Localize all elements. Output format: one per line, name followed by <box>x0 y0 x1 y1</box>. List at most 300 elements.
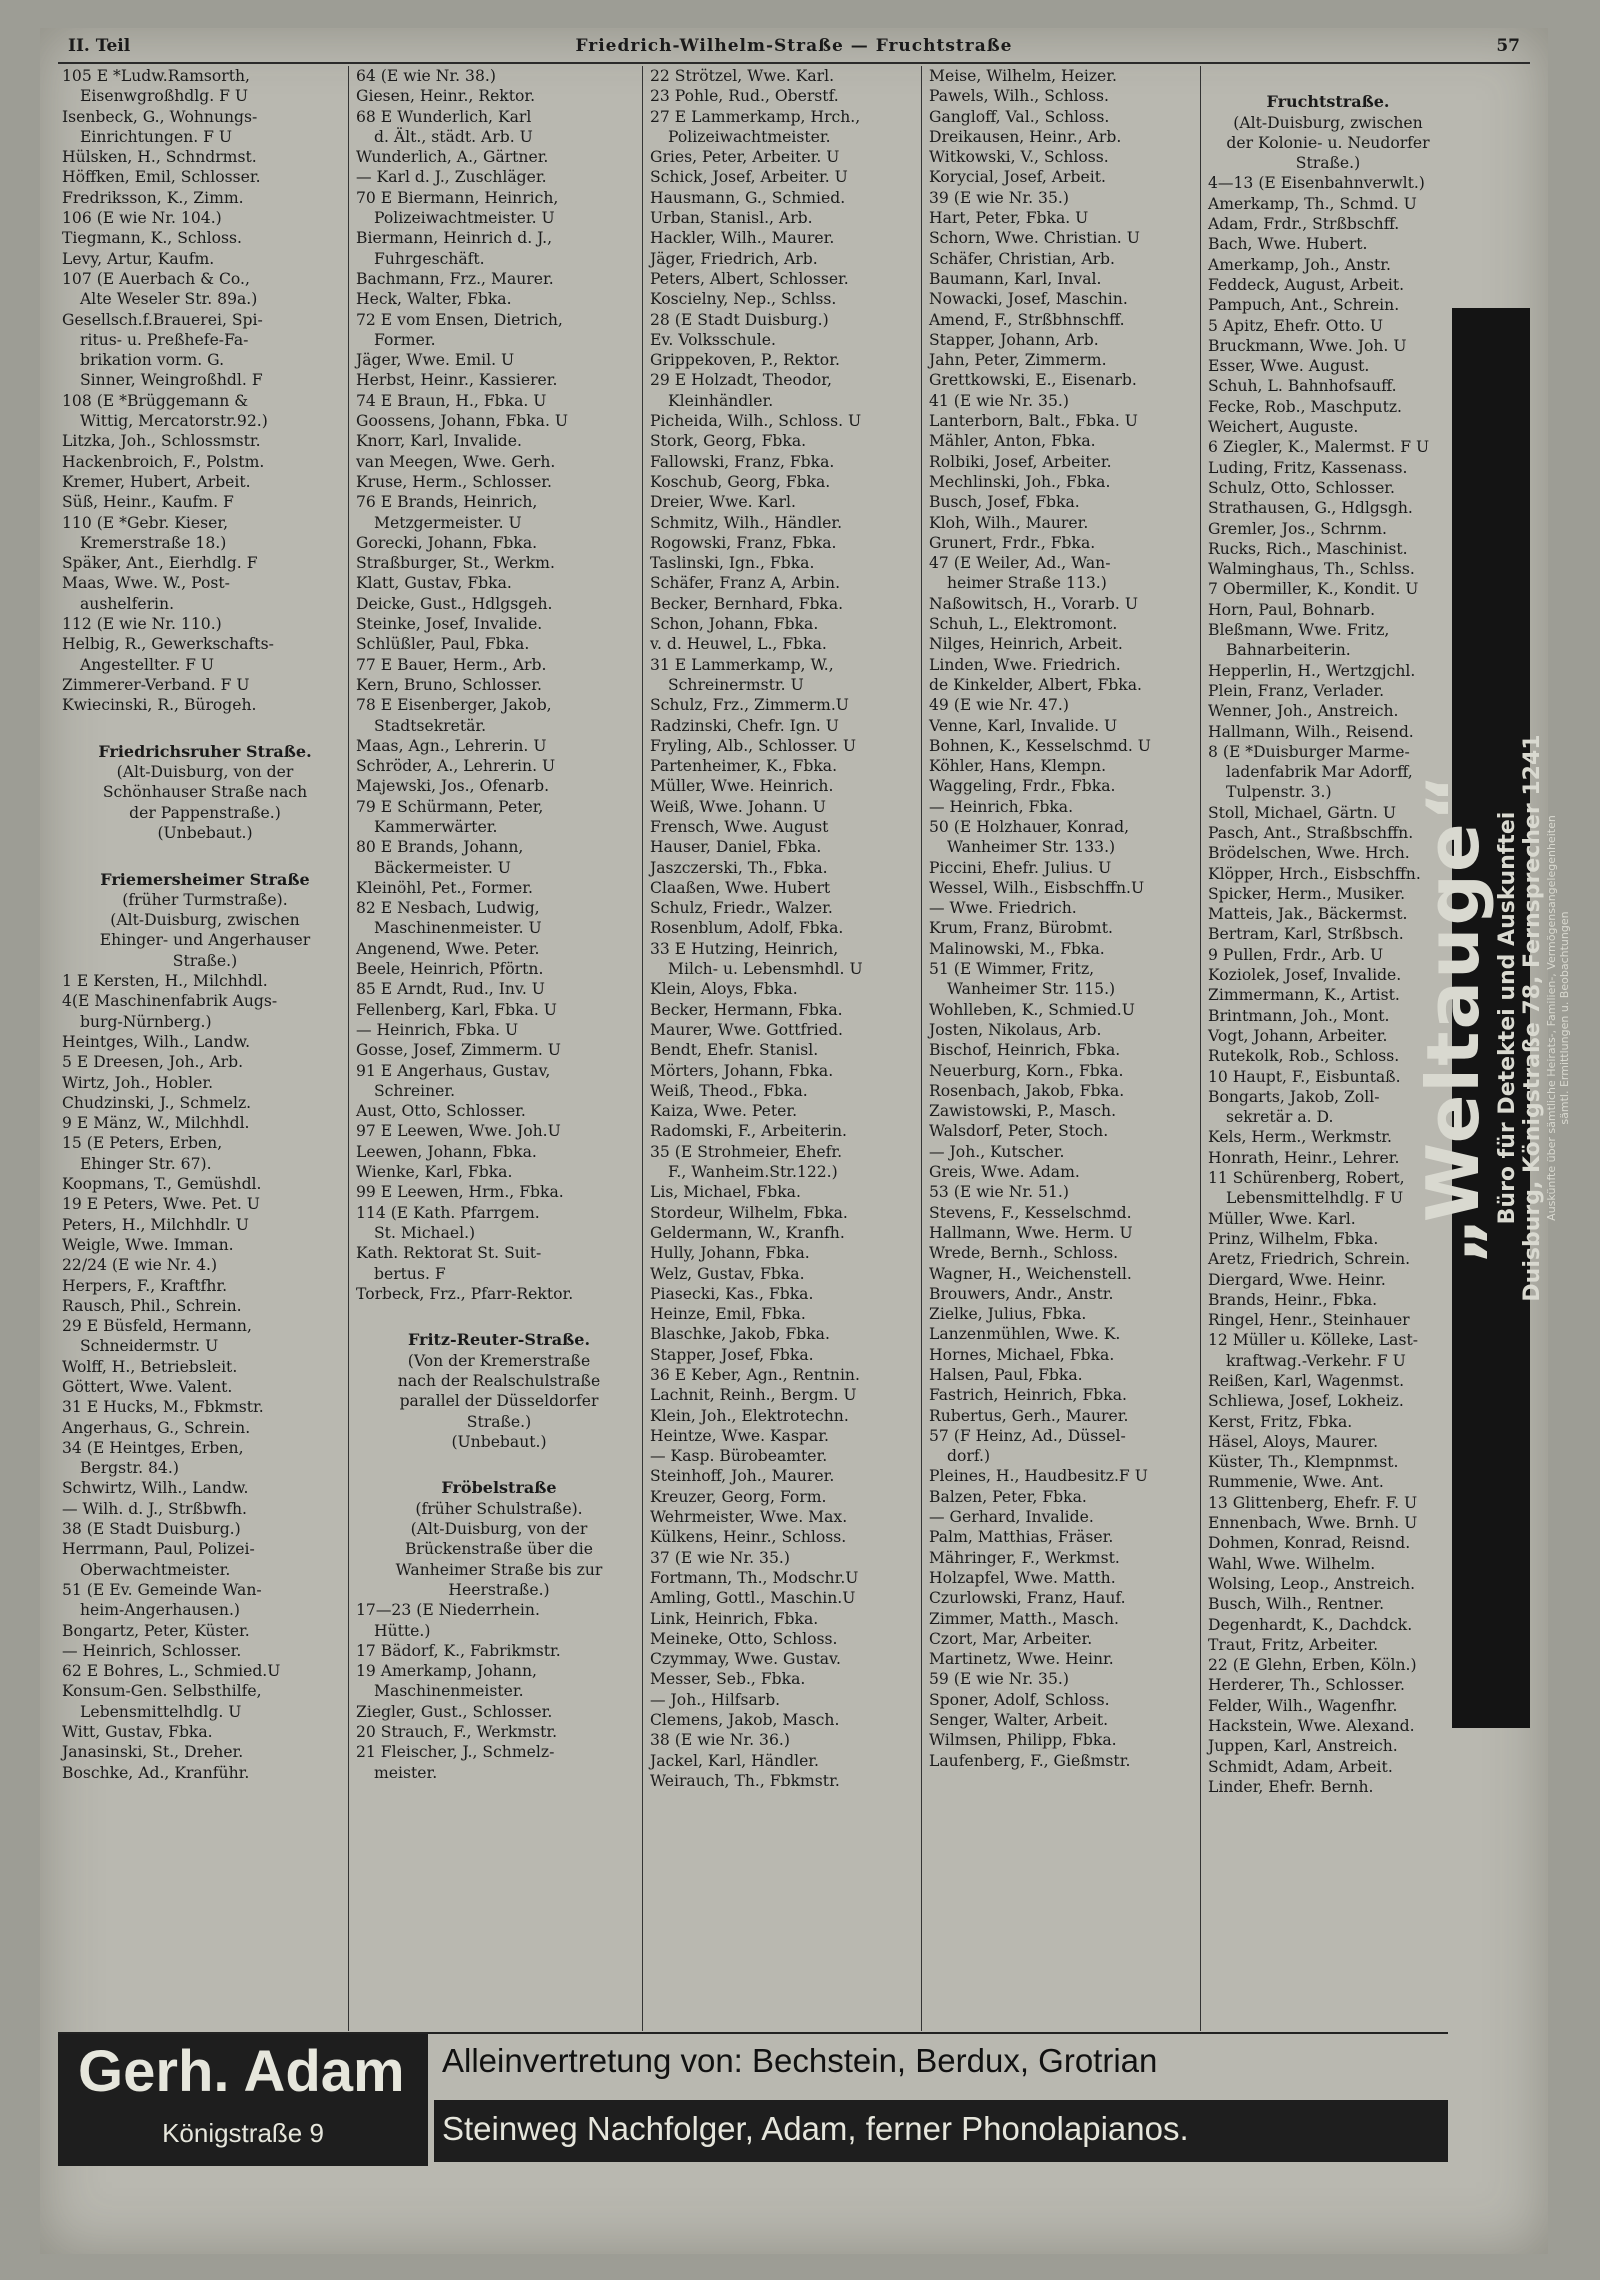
part-label: II. Teil <box>68 36 131 56</box>
directory-entry: Czort, Mar, Arbeiter. <box>929 1629 1093 1648</box>
directory-entry: Hackler, Wilh., Maurer. <box>650 229 835 248</box>
directory-entry: Straße.) <box>1295 154 1361 173</box>
directory-entry: Nowacki, Josef, Maschin. <box>929 290 1128 309</box>
directory-entry: ritus- u. Preßhefe-Fa- <box>80 330 249 349</box>
directory-entry: Torbeck, Frz., Pfarr-Rektor. <box>356 1284 574 1303</box>
directory-entry: Mechlinski, Joh., Fbka. <box>929 472 1111 491</box>
directory-entry <box>352 1452 642 1472</box>
directory-entry: Maschinenmeister. U <box>374 919 542 938</box>
directory-entry: Pampuch, Ant., Schrein. <box>1208 296 1400 315</box>
directory-entry: Herderer, Th., Schlosser. <box>1208 1676 1405 1695</box>
directory-entry: Hully, Johann, Fbka. <box>650 1244 810 1263</box>
directory-entry: Schick, Josef, Arbeiter. U <box>650 168 848 187</box>
directory-entry: Stadtsekretär. <box>374 716 487 735</box>
directory-entry: 12 Müller u. Kölleke, Last- <box>1208 1331 1418 1350</box>
directory-entry: Zimmerer-Verband. F U <box>62 675 250 694</box>
directory-entry: Schäfer, Franz A, Arbin. <box>650 574 841 593</box>
directory-entry: Witt, Gustav, Fbka. <box>62 1723 213 1742</box>
weltauge-line1: Büro für Detektei und Auskunftei <box>1495 811 1520 1225</box>
directory-entry: Hallmann, Wilh., Reisend. <box>1208 722 1414 741</box>
directory-entry: Müller, Wwe. Karl. <box>1208 1209 1356 1228</box>
directory-entry: 39 (E wie Nr. 35.) <box>929 188 1069 207</box>
directory-entry: Maschinenmeister. <box>374 1682 524 1701</box>
directory-entry: Hülsken, H., Schndrmst. <box>62 148 257 167</box>
directory-entry: Ziegler, Gust., Schlosser. <box>356 1702 553 1721</box>
directory-entry: Walminghaus, Th., Schlss. <box>1208 560 1415 579</box>
directory-entry: Gorecki, Johann, Fbka. <box>356 533 538 552</box>
directory-entry: F., Wanheim.Str.122.) <box>668 1163 838 1182</box>
directory-entry: Tulpenstr. 3.) <box>1226 783 1332 802</box>
directory-entry: Link, Heinrich, Fbka. <box>650 1609 819 1628</box>
directory-entry: Balzen, Peter, Fbka. <box>929 1487 1087 1506</box>
directory-entry: Gesellsch.f.Brauerei, Spi- <box>62 310 263 329</box>
directory-entry: Kleinöhl, Pet., Former. <box>356 878 533 897</box>
directory-entry: Maas, Agn., Lehrerin. U <box>356 736 547 755</box>
directory-entry: Laufenberg, F., Gießmstr. <box>929 1751 1131 1770</box>
directory-entry: (Unbebaut.) <box>157 823 253 842</box>
directory-entry: 21 Fleischer, J., Schmelz- <box>356 1743 555 1762</box>
directory-entry: Partenheimer, K., Fbka. <box>650 757 838 776</box>
directory-entry: Hackenbroich, F., Polstm. <box>62 452 265 471</box>
directory-entry: brikation vorm. G. <box>80 351 225 370</box>
directory-entry: Mähringer, F., Werkmst. <box>929 1548 1120 1567</box>
directory-entry: Wenner, Joh., Anstreich. <box>1208 702 1399 721</box>
directory-entry: Wolff, H., Betriebsleit. <box>62 1357 238 1376</box>
directory-entry <box>1204 66 1448 86</box>
directory-entry: Palm, Matthias, Fräser. <box>929 1528 1114 1547</box>
directory-entry: sekretär a. D. <box>1226 1108 1334 1127</box>
directory-entry: Adam, Frdr., Strßbschff. <box>1208 215 1400 234</box>
directory-entry: Polizeiwachtmeister. <box>668 127 831 146</box>
directory-entry: Litzka, Joh., Schlossmstr. <box>62 432 261 451</box>
directory-entry: Degenhardt, K., Dachdck. <box>1208 1615 1413 1634</box>
directory-entry: Brands, Heinr., Fbka. <box>1208 1290 1378 1309</box>
directory-entry: Heintges, Wilh., Landw. <box>62 1032 251 1051</box>
directory-entry: 38 (E Stadt Duisburg.) <box>62 1520 241 1539</box>
directory-entry: Lis, Michael, Fbka. <box>650 1183 801 1202</box>
directory-entry: Wanheimer Str. 115.) <box>947 980 1116 999</box>
directory-entry: 4(E Maschinenfabrik Augs- <box>62 992 278 1011</box>
directory-entry: Kerst, Fritz, Fbka. <box>1208 1412 1353 1431</box>
directory-entry: Kreuzer, Georg, Form. <box>650 1487 827 1506</box>
directory-entry: Linder, Ehefr. Bernh. <box>1208 1777 1374 1796</box>
directory-entry: Traut, Fritz, Arbeiter. <box>1208 1635 1379 1654</box>
column-1 <box>58 66 349 2031</box>
directory-entry: 47 (E Weiler, Ad., Wan- <box>929 554 1111 573</box>
directory-entry: 85 E Arndt, Rud., Inv. U <box>356 980 545 999</box>
directory-entry: Grippekoven, P., Rektor. <box>650 351 840 370</box>
directory-entry: 82 E Nesbach, Ludwig, <box>356 899 540 918</box>
directory-entry: Kleinhändler. <box>668 391 774 410</box>
directory-entry: Rummenie, Wwe. Ant. <box>1208 1473 1384 1492</box>
directory-entry: Fuhrgeschäft. <box>374 249 485 268</box>
street-range-title: Friedrich-Wilhelm-Straße — Fruchtstraße <box>575 36 1013 56</box>
directory-entry: Dreikausen, Heinr., Arb. <box>929 127 1122 146</box>
directory-entry: Busch, Josef, Fbka. <box>929 493 1080 512</box>
directory-entry: 70 E Biermann, Heinrich, <box>356 188 559 207</box>
directory-entry: Zielke, Julius, Fbka. <box>929 1305 1087 1324</box>
directory-entry: 51 (E Ev. Gemeinde Wan- <box>62 1580 262 1599</box>
directory-entry: der Kolonie- u. Neudorfer <box>1226 133 1430 152</box>
directory-entry: Goossens, Johann, Fbka. U <box>356 412 569 431</box>
directory-entry: Mähler, Anton, Fbka. <box>929 432 1096 451</box>
directory-entry: Steinke, Josef, Invalide. <box>356 615 543 634</box>
directory-entry: Wagner, H., Weichenstell. <box>929 1264 1132 1283</box>
directory-entry: Taslinski, Ign., Fbka. <box>650 554 815 573</box>
directory-entry: Häsel, Aloys, Maurer. <box>1208 1432 1379 1451</box>
directory-entry: Koziolek, Josef, Invalide. <box>1208 966 1402 985</box>
directory-entry: 36 E Keber, Agn., Rentnin. <box>650 1366 860 1384</box>
directory-entry: heim-Angerhausen.) <box>80 1601 240 1620</box>
directory-entry: Czymmay, Wwe. Gustav. <box>650 1650 841 1669</box>
directory-entry: 79 E Schürmann, Peter, <box>356 797 544 816</box>
directory-entry: Geldermann, W., Kranfh. <box>650 1223 845 1242</box>
directory-entry: Maurer, Wwe. Gottfried. <box>650 1020 843 1039</box>
directory-entry: 20 Strauch, F., Werkmstr. <box>356 1723 558 1742</box>
directory-entry: Köhler, Hans, Klempn. <box>929 757 1107 776</box>
directory-entry: 22 Strötzel, Wwe. Karl. <box>650 67 835 85</box>
directory-entry: Jäger, Friedrich, Arb. <box>650 249 818 268</box>
directory-entry: 99 E Leewen, Hrm., Fbka. <box>356 1183 564 1202</box>
directory-entry: Klatt, Gustav, Fbka. <box>356 574 512 593</box>
directory-entry: Feddeck, August, Arbeit. <box>1208 275 1405 294</box>
directory-entry: Lanterborn, Balt., Fbka. U <box>929 412 1138 431</box>
directory-entry: Weiß, Wwe. Johann. U <box>650 797 826 816</box>
directory-entry: Külkens, Heinr., Schloss. <box>650 1528 847 1547</box>
directory-entry: Holzapfel, Wwe. Matth. <box>929 1568 1116 1587</box>
directory-entry: Schulz, Otto, Schlosser. <box>1208 478 1396 497</box>
directory-entry: Wolsing, Leop., Anstreich. <box>1208 1574 1416 1593</box>
directory-entry: Amerkamp, Th., Schmd. U <box>1208 194 1417 213</box>
directory-entry: Brückenstraße über die <box>405 1540 593 1559</box>
directory-entry: Milch- u. Lebensmhdl. U <box>668 960 863 979</box>
directory-entry: kraftwag.-Verkehr. F U <box>1226 1351 1406 1370</box>
directory-entry: Ev. Volksschule. <box>650 330 776 349</box>
adam-line1: Alleinvertretung von: Bechstein, Berdux, Grotrian <box>442 2042 1158 2079</box>
directory-entry: 1 E Kersten, H., Milchhdl. <box>62 972 268 991</box>
directory-entry: 62 E Bohres, L., Schmied.U <box>62 1662 281 1681</box>
directory-entry: Kern, Bruno, Schlosser. <box>356 675 542 694</box>
column-3 <box>646 66 922 2031</box>
directory-entry: Amend, F., Strßbhnschff. <box>929 310 1125 329</box>
directory-entry: Waggeling, Frdr., Fbka. <box>929 777 1116 796</box>
directory-entry: Hackstein, Wwe. Alexand. <box>1208 1717 1415 1736</box>
directory-entry: Konsum-Gen. Selbsthilfe, <box>62 1682 262 1701</box>
directory-entry: Schmidt, Adam, Arbeit. <box>1208 1757 1393 1776</box>
directory-entry: Kath. Rektorat St. Suit- <box>356 1244 542 1263</box>
directory-entry: Zimmer, Matth., Masch. <box>929 1609 1119 1628</box>
directory-entry: 97 E Leewen, Wwe. Joh.U <box>356 1122 561 1141</box>
directory-entry: 114 (E Kath. Pfarrgem. <box>356 1203 540 1222</box>
directory-entry: 50 (E Holzhauer, Konrad, <box>929 817 1130 836</box>
directory-entry: Lanzenmühlen, Wwe. K. <box>929 1325 1121 1344</box>
directory-entry: Boschke, Ad., Kranführ. <box>62 1763 250 1782</box>
directory-entry: (Alt-Duisburg, von der <box>116 763 294 782</box>
directory-entry: Stapper, Johann, Arb. <box>929 330 1099 349</box>
directory-entry: Wanheimer Straße bis zur <box>395 1560 603 1579</box>
directory-entry: (früher Turmstraße). <box>122 890 288 909</box>
directory-entry: Hütte.) <box>374 1621 431 1640</box>
directory-entry: Rausch, Phil., Schrein. <box>62 1296 242 1315</box>
directory-entry: Herpers, F., Kraftfhr. <box>62 1276 228 1295</box>
directory-entry: Welz, Gustav, Fbka. <box>650 1264 805 1283</box>
directory-entry: Stork, Georg, Fbka. <box>650 432 807 451</box>
directory-entry: Kammerwärter. <box>374 817 498 836</box>
street-heading: Fröbelstraße <box>441 1478 557 1498</box>
directory-entry: Schwirtz, Wilh., Landw. <box>62 1479 249 1498</box>
directory-entry: Kaiza, Wwe. Peter. <box>650 1102 798 1121</box>
directory-entry: 29 E Büsfeld, Hermann, <box>62 1317 252 1336</box>
directory-entry: 9 E Mänz, W., Milchhdl. <box>62 1114 250 1133</box>
street-heading: Fritz-Reuter-Straße. <box>407 1330 591 1350</box>
directory-entry: Spicker, Herm., Musiker. <box>1208 884 1406 903</box>
directory-entry: Wehrmeister, Wwe. Max. <box>650 1508 848 1527</box>
directory-entry: Felder, Wilh., Wagenfhr. <box>1208 1696 1398 1715</box>
directory-entry: Göttert, Wwe. Valent. <box>62 1378 233 1396</box>
directory-entry: Isenbeck, G., Wohnungs- <box>62 107 258 126</box>
street-heading: Friedrichsruher Straße. <box>98 741 312 761</box>
directory-entry: Mörters, Johann, Fbka. <box>650 1061 834 1080</box>
directory-entry: Schreinermstr. U <box>668 675 804 694</box>
directory-columns <box>58 66 1448 2031</box>
directory-entry: Bertram, Karl, Strßbsch. <box>1208 925 1404 944</box>
directory-entry: 34 (E Heintges, Erben, <box>62 1438 244 1457</box>
directory-entry: Diergard, Wwe. Heinr. <box>1208 1270 1386 1289</box>
directory-entry: der Pappenstraße.) <box>129 803 281 822</box>
directory-entry: burg-Nürnberg.) <box>80 1012 212 1031</box>
directory-entry: 7 Obermiller, K., Kondit. U <box>1208 580 1419 599</box>
directory-entry: Grettkowski, E., Eisenarb. <box>929 371 1137 390</box>
directory-entry: Hallmann, Wwe. Herm. U <box>929 1223 1133 1242</box>
directory-entry: Gosse, Josef, Zimmerm. U <box>356 1041 561 1060</box>
weltauge-line2: Duisburg, Königstraße 78, Fernsprecher 1241 <box>1520 734 1545 1302</box>
directory-entry: Aretz, Friedrich, Schrein. <box>1208 1250 1411 1269</box>
directory-entry: Schmitz, Wilh., Händler. <box>650 513 843 532</box>
directory-entry: Tiegmann, K., Schloss. <box>62 229 242 248</box>
directory-entry: Nilges, Heinrich, Arbeit. <box>929 635 1123 654</box>
directory-entry: Knorr, Karl, Invalide. <box>356 432 522 451</box>
directory-entry: Luding, Fritz, Kassenass. <box>1208 458 1408 477</box>
directory-entry: 72 E vom Ensen, Dietrich, <box>356 310 563 329</box>
directory-entry: (Alt-Duisburg, zwischen <box>1233 113 1423 132</box>
directory-entry: Maas, Wwe. W., Post- <box>62 574 230 593</box>
directory-entry: Meise, Wilhelm, Heizer. <box>929 67 1117 85</box>
directory-entry: Bischof, Heinrich, Fbka. <box>929 1041 1121 1060</box>
directory-entry: 10 Haupt, F., Eisbuntaß. <box>1208 1067 1401 1086</box>
directory-entry: Prinz, Wilhelm, Fbka. <box>1208 1229 1379 1248</box>
directory-entry: St. Michael.) <box>374 1223 476 1242</box>
directory-entry: Rutekolk, Rob., Schloss. <box>1208 1047 1400 1066</box>
directory-entry: Angerhaus, G., Schrein. <box>62 1418 251 1437</box>
directory-entry: 78 E Eisenberger, Jakob, <box>356 696 552 715</box>
directory-entry: Beele, Heinrich, Pförtn. <box>356 960 544 979</box>
directory-entry: Radomski, F., Arbeiterin. <box>650 1122 848 1141</box>
directory-entry: Deicke, Gust., Hdlgsgeh. <box>356 594 553 613</box>
directory-entry: — Heinrich, Fbka. <box>929 797 1074 816</box>
directory-entry: 77 E Bauer, Herm., Arb. <box>356 655 547 674</box>
page-number: 57 <box>1496 36 1520 56</box>
directory-entry: dorf.) <box>947 1447 991 1466</box>
directory-entry: Amling, Gottl., Maschin.U <box>650 1589 856 1608</box>
directory-entry: ladenfabrik Mar Adorff, <box>1226 763 1413 782</box>
directory-entry: Weichert, Auguste. <box>1208 418 1359 437</box>
directory-entry: Ennenbach, Wwe. Brnh. U <box>1208 1514 1418 1533</box>
directory-entry: bertus. F <box>374 1264 446 1283</box>
directory-entry: Weirauch, Th., Fbkmstr. <box>650 1771 840 1790</box>
directory-entry: Bahnarbeiterin. <box>1226 641 1351 660</box>
adam-line2: Steinweg Nachfolger, Adam, ferner Phonolapianos. <box>434 2100 1448 2162</box>
directory-entry: Höffken, Emil, Schlosser. <box>62 168 261 187</box>
directory-entry: 15 (E Peters, Erben, <box>62 1134 223 1153</box>
directory-entry: Schlüßler, Paul, Fbka. <box>356 635 530 654</box>
directory-entry: Claaßen, Wwe. Hubert <box>650 878 831 897</box>
directory-entry: Giesen, Heinr., Rektor. <box>356 87 536 106</box>
directory-entry: Weigle, Wwe. Imman. <box>62 1235 234 1254</box>
directory-entry: Metzgermeister. U <box>374 513 522 532</box>
directory-entry: Witkowski, V., Schloss. <box>929 148 1109 167</box>
directory-entry: Fallowski, Franz, Fbka. <box>650 452 835 471</box>
directory-entry: Piasecki, Kas., Fbka. <box>650 1284 814 1303</box>
directory-entry: Blaschke, Jakob, Fbka. <box>650 1325 830 1344</box>
weltauge-line3: Auskünfte über sämtliche Heirats-, Familien-, Vermögensangelegenheiten <box>1545 815 1558 1221</box>
directory-entry: Heerstraße.) <box>448 1580 550 1599</box>
directory-entry: Wrede, Bernh., Schloss. <box>929 1244 1119 1263</box>
adam-name: Gerh. Adam <box>78 2039 405 2104</box>
directory-entry: — Gerhard, Invalide. <box>929 1508 1094 1527</box>
directory-entry: Frensch, Wwe. August <box>650 817 829 836</box>
directory-entry: Koscielny, Nep., Schlss. <box>650 290 837 309</box>
directory-entry: Martinetz, Wwe. Heinr. <box>929 1650 1114 1669</box>
directory-entry: 105 E *Ludw.Ramsorth, <box>62 67 250 85</box>
directory-entry: 51 (E Wimmer, Fritz, <box>929 960 1095 979</box>
directory-entry: Majewski, Jos., Ofenarb. <box>356 777 550 796</box>
directory-entry: Horn, Paul, Bohnarb. <box>1208 600 1376 619</box>
directory-entry: Picheida, Wilh., Schloss. U <box>650 412 862 431</box>
directory-entry: Bäckermeister. U <box>374 858 511 877</box>
directory-entry: 8 (E *Duisburger Marme- <box>1208 742 1410 761</box>
directory-entry: Herrmann, Paul, Polizei- <box>62 1540 255 1559</box>
directory-entry: Ehinger- und Angerhauser <box>99 931 311 950</box>
directory-entry: Schulz, Friedr., Walzer. <box>650 899 833 918</box>
directory-entry: Rosenblum, Adolf, Fbka. <box>650 919 844 938</box>
directory-entry: Meineke, Otto, Schloss. <box>650 1629 838 1648</box>
directory-entry: Aust, Otto, Schlosser. <box>356 1102 526 1121</box>
directory-entry: Wohlleben, K., Schmied.U <box>929 1000 1135 1019</box>
directory-entry: Amerkamp, Joh., Anstr. <box>1208 255 1391 274</box>
directory-entry: Urban, Stanisl., Arb. <box>650 209 813 228</box>
directory-entry: parallel der Düsseldorfer <box>399 1392 599 1411</box>
directory-entry: Heinze, Emil, Fbka. <box>650 1305 806 1324</box>
directory-entry: Naßowitsch, H., Vorarb. U <box>929 594 1138 613</box>
directory-entry: Hepperlin, H., Wertzgjchl. <box>1208 661 1416 680</box>
directory-entry: Eisenwgroßhdlg. F U <box>80 87 249 106</box>
directory-entry: Lachnit, Reinh., Bergm. U <box>650 1386 857 1405</box>
directory-entry: d. Ält., städt. Arb. U <box>374 127 533 146</box>
directory-entry: Schorn, Wwe. Christian. U <box>929 229 1140 248</box>
directory-entry: 31 E Hucks, M., Fbkmstr. <box>62 1398 264 1417</box>
directory-entry <box>58 843 348 863</box>
directory-entry: Malinowski, M., Fbka. <box>929 939 1105 958</box>
directory-entry: Matteis, Jak., Bäckermst. <box>1208 905 1408 924</box>
directory-entry: Juppen, Karl, Anstreich. <box>1208 1737 1398 1756</box>
directory-entry <box>352 1304 642 1324</box>
directory-entry: Rogowski, Franz, Fbka. <box>650 533 837 552</box>
directory-entry: Wahl, Wwe. Wilhelm. <box>1208 1554 1376 1573</box>
directory-entry: Rubertus, Gerh., Maurer. <box>929 1406 1129 1425</box>
directory-entry: Leewen, Johann, Fbka. <box>356 1142 537 1161</box>
directory-entry: aushelferin. <box>80 594 175 613</box>
directory-entry: — Heinrich, Schlosser. <box>62 1641 242 1660</box>
directory-entry: Kremerstraße 18.) <box>80 533 227 552</box>
directory-entry: Becker, Bernhard, Fbka. <box>650 594 844 613</box>
directory-entry: Schulz, Frz., Zimmerm.U <box>650 696 849 715</box>
directory-entry: Fryling, Alb., Schlosser. U <box>650 736 856 755</box>
directory-entry: Plein, Franz, Verlader. <box>1208 681 1385 700</box>
directory-entry: de Kinkelder, Albert, Fbka. <box>929 675 1142 694</box>
directory-entry: Wanheimer Str. 133.) <box>947 838 1116 857</box>
directory-entry: Biermann, Heinrich d. J., <box>356 229 553 248</box>
directory-entry: 28 (E Stadt Duisburg.) <box>650 310 829 329</box>
directory-entry: 22 (E Glehn, Erben, Köln.) <box>1208 1656 1417 1675</box>
directory-entry: Ehinger Str. 67). <box>80 1154 212 1173</box>
directory-entry: van Meegen, Wwe. Gerh. <box>356 452 556 471</box>
directory-entry: 53 (E wie Nr. 51.) <box>929 1183 1069 1202</box>
directory-entry: Wirtz, Joh., Hobler. <box>62 1073 214 1092</box>
directory-entry: Kruse, Herm., Schlosser. <box>356 472 552 491</box>
directory-entry: Krum, Franz, Bürobmt. <box>929 919 1113 938</box>
directory-entry: 108 (E *Brüggemann & <box>62 391 249 410</box>
street-heading: Fruchtstraße. <box>1266 92 1390 112</box>
directory-entry: Lebensmittelhdlg. F U <box>1226 1189 1404 1208</box>
directory-entry: Venne, Karl, Invalide. U <box>929 716 1118 735</box>
directory-entry: (Alt-Duisburg, zwischen <box>110 911 300 930</box>
directory-entry: Koopmans, T., Gemüshdl. <box>62 1175 262 1194</box>
directory-entry: 74 E Braun, H., Fbka. U <box>356 391 547 410</box>
directory-entry: Becker, Hermann, Fbka. <box>650 1000 843 1019</box>
directory-entry: Reißen, Karl, Wagenmst. <box>1208 1372 1405 1390</box>
directory-entry: 33 E Hutzing, Heinrich, <box>650 939 839 958</box>
directory-entry: Weiß, Theod., Fbka. <box>650 1081 808 1100</box>
directory-entry: Baumann, Karl, Inval. <box>929 269 1102 288</box>
directory-entry: Stordeur, Wilhelm, Fbka. <box>650 1203 848 1222</box>
directory-entry: Schon, Johann, Fbka. <box>650 615 819 634</box>
directory-entry: Chudzinski, J., Schmelz. <box>62 1093 252 1112</box>
directory-entry: Fellenberg, Karl, Fbka. U <box>356 1000 557 1019</box>
directory-entry: — Kasp. Bürobeamter. <box>650 1447 828 1466</box>
directory-entry: 9 Pullen, Frdr., Arb. U <box>1208 945 1384 964</box>
directory-entry: Pasch, Ant., Straßbschffn. <box>1208 823 1414 842</box>
weltauge-brand: „Weltauge“ <box>1411 771 1495 1265</box>
directory-entry: Sinner, Weingroßhdl. F <box>80 371 263 390</box>
directory-entry: Linden, Wwe. Friedrich. <box>929 655 1121 674</box>
directory-entry: nach der Realschulstraße <box>397 1372 601 1390</box>
directory-entry: Schäfer, Christian, Arb. <box>929 249 1115 268</box>
directory-entry: Fecke, Rob., Maschputz. <box>1208 397 1403 416</box>
directory-entry: Hornes, Michael, Fbka. <box>929 1345 1115 1364</box>
directory-entry: Jackel, Karl, Händler. <box>650 1751 819 1770</box>
directory-entry: Czurlowski, Franz, Hauf. <box>929 1589 1126 1608</box>
directory-entry: Gries, Peter, Arbeiter. U <box>650 148 840 167</box>
directory-entry: Vogt, Johann, Arbeiter. <box>1208 1026 1388 1045</box>
directory-entry: Bohnen, K., Kesselschmd. U <box>929 736 1151 755</box>
directory-entry: Brintmann, Joh., Mont. <box>1208 1006 1390 1025</box>
directory-entry: Zimmermann, K., Artist. <box>1208 986 1400 1005</box>
directory-entry: Wunderlich, A., Gärtner. <box>356 148 549 167</box>
directory-entry: Fortmann, Th., Modschr.U <box>650 1568 859 1587</box>
directory-entry: Janasinski, St., Dreher. <box>62 1743 244 1762</box>
directory-entry: Strathausen, G., Hdlgsgh. <box>1208 499 1413 518</box>
directory-entry: Hausmann, G., Schmied. <box>650 188 846 207</box>
